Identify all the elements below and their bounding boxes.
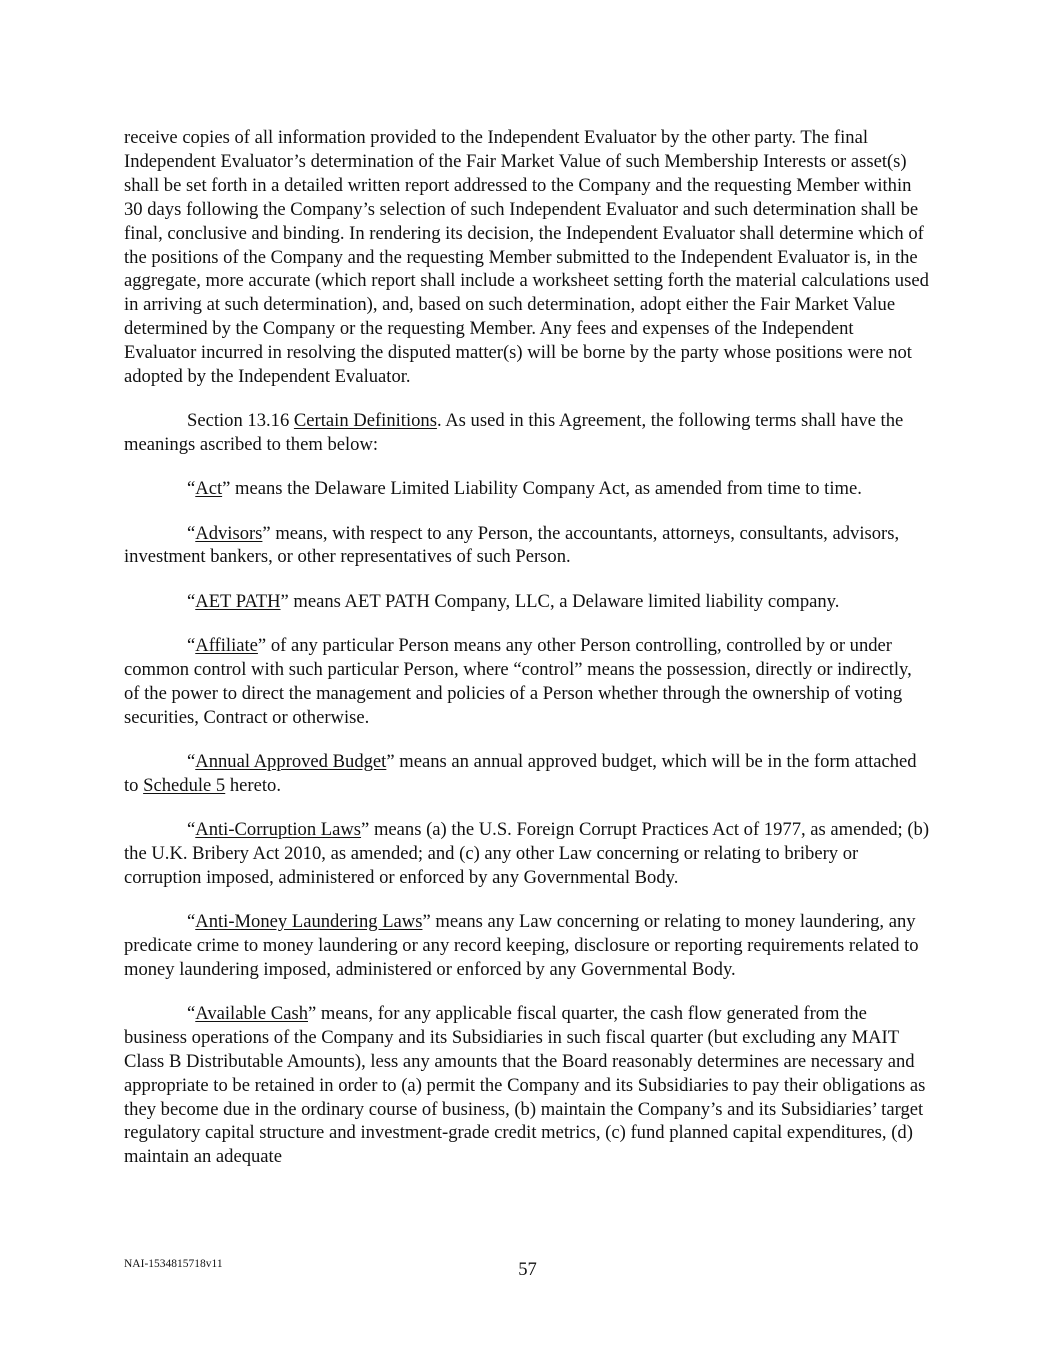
defined-term: Annual Approved Budget	[195, 750, 387, 772]
definition-text-end: hereto.	[225, 774, 281, 796]
defined-term: Available Cash	[195, 1002, 308, 1024]
open-quote: “	[187, 910, 196, 932]
open-quote: “	[187, 590, 196, 612]
paragraph-evaluator-determination: receive copies of all information provided to the Independent Evaluator by the other party. The final Independent Evaluator’s determination of the Fair Market Value of such Membership Interests or asset(s) shall be set forth in a detailed written report addressed to the Company and the requesting Member within 30 days following the Company’s selection of such Independent Evaluator and such determination shall be final, conclusive and binding. In rendering its decision, the Independent Evaluator shall determine which of the positions of the Company and the requesting Member submitted to the Independent Evaluator is, in the aggregate, more accurate (which report shall include a worksheet setting forth the material calculations used in arriving at such determination), and, based on such determination, adopt either the Fair Market Value determined by the Company or the requesting Member. Any fees and expenses of the Independent Evaluator incurred in resolving the disputed matter(s) will be borne by the party whose positions were not adopted by the Independent Evaluator.	[124, 127, 929, 388]
definition-text: ” means any Law concerning or relating to money laundering, any predicate crime to money laundering or any record keeping, disclosure or reporting requirements related to money laundering imposed, administered or enforced by any Governmental Body.	[124, 910, 919, 980]
definition-text: ” means, with respect to any Person, the accountants, attorneys, consultants, advisors, investment bankers, or other representatives of such Person.	[124, 522, 900, 568]
definition-act	[124, 477, 930, 501]
open-quote: “	[187, 818, 196, 840]
definition-anti-corruption-laws	[124, 818, 930, 890]
defined-term: Act	[195, 478, 223, 500]
definition-affiliate	[124, 634, 930, 730]
open-quote: “	[187, 750, 196, 772]
defined-term: Advisors	[195, 522, 263, 544]
open-quote: “	[187, 478, 196, 500]
definition-text: ” means AET PATH Company, LLC, a Delaware limited liability company.	[280, 590, 840, 612]
open-quote: “	[187, 634, 196, 656]
section-13-16	[124, 409, 930, 457]
definition-available-cash	[124, 1002, 930, 1169]
definition-aet-path	[124, 590, 930, 614]
schedule-reference: Schedule 5	[143, 774, 226, 796]
definition-text: ” means, for any applicable fiscal quarter, the cash flow generated from the business operations of the Company and its Subsidiaries in such fiscal quarter (but excluding any MAIT Class B Distributable Amounts), less any amounts that the Board reasonably determines are necessary and appropriate to be retained in order to (a) permit the Company and its Subsidiaries to pay their obligations as they become due in the ordinary course of business, (b) maintain the Company’s and its Subsidiaries’ target regulatory capital structure and investment-grade credit metrics, (c) fund planned capital expenditures, (d) maintain an adequate	[124, 1002, 926, 1168]
document-id: NAI-1534815718v11	[124, 1258, 223, 1270]
section-number: Section 13.16	[187, 410, 294, 432]
definition-text: ” of any particular Person means any other Person controlling, controlled by or under common control with such particular Person, where “control” means the possession, directly or indirectly, of the power to direct the management and policies of a Person whether through the ownership of voting securities, Contract or otherwise.	[124, 634, 912, 728]
defined-term: AET PATH	[195, 590, 281, 612]
document-body	[124, 126, 930, 1190]
definition-annual-approved-budget	[124, 750, 930, 798]
definition-text: ” means (a) the U.S. Foreign Corrupt Practices Act of 1977, as amended; (b) the U.K. Bribery Act 2010, as amended; and (c) any other Law concerning or relating to bribery or corruption imposed, administered or enforced by any Governmental Body.	[124, 818, 930, 888]
defined-term: Anti-Corruption Laws	[195, 818, 362, 840]
open-quote: “	[187, 522, 196, 544]
defined-term: Affiliate	[195, 634, 258, 656]
definition-text: ” means the Delaware Limited Liability Company Act, as amended from time to time.	[222, 478, 862, 500]
section-title: Certain Definitions	[293, 410, 437, 432]
definition-anti-money-laundering-laws	[124, 910, 930, 982]
definition-advisors	[124, 522, 930, 570]
open-quote: “	[187, 1002, 196, 1024]
defined-term: Anti-Money Laundering Laws	[195, 910, 423, 932]
page-number: 57	[518, 1259, 537, 1280]
section-text: . As used in this Agreement, the following terms shall have the meanings ascribed to them below:	[124, 410, 904, 456]
definition-text: ” means an annual approved budget, which will be in the form attached to	[124, 750, 917, 796]
